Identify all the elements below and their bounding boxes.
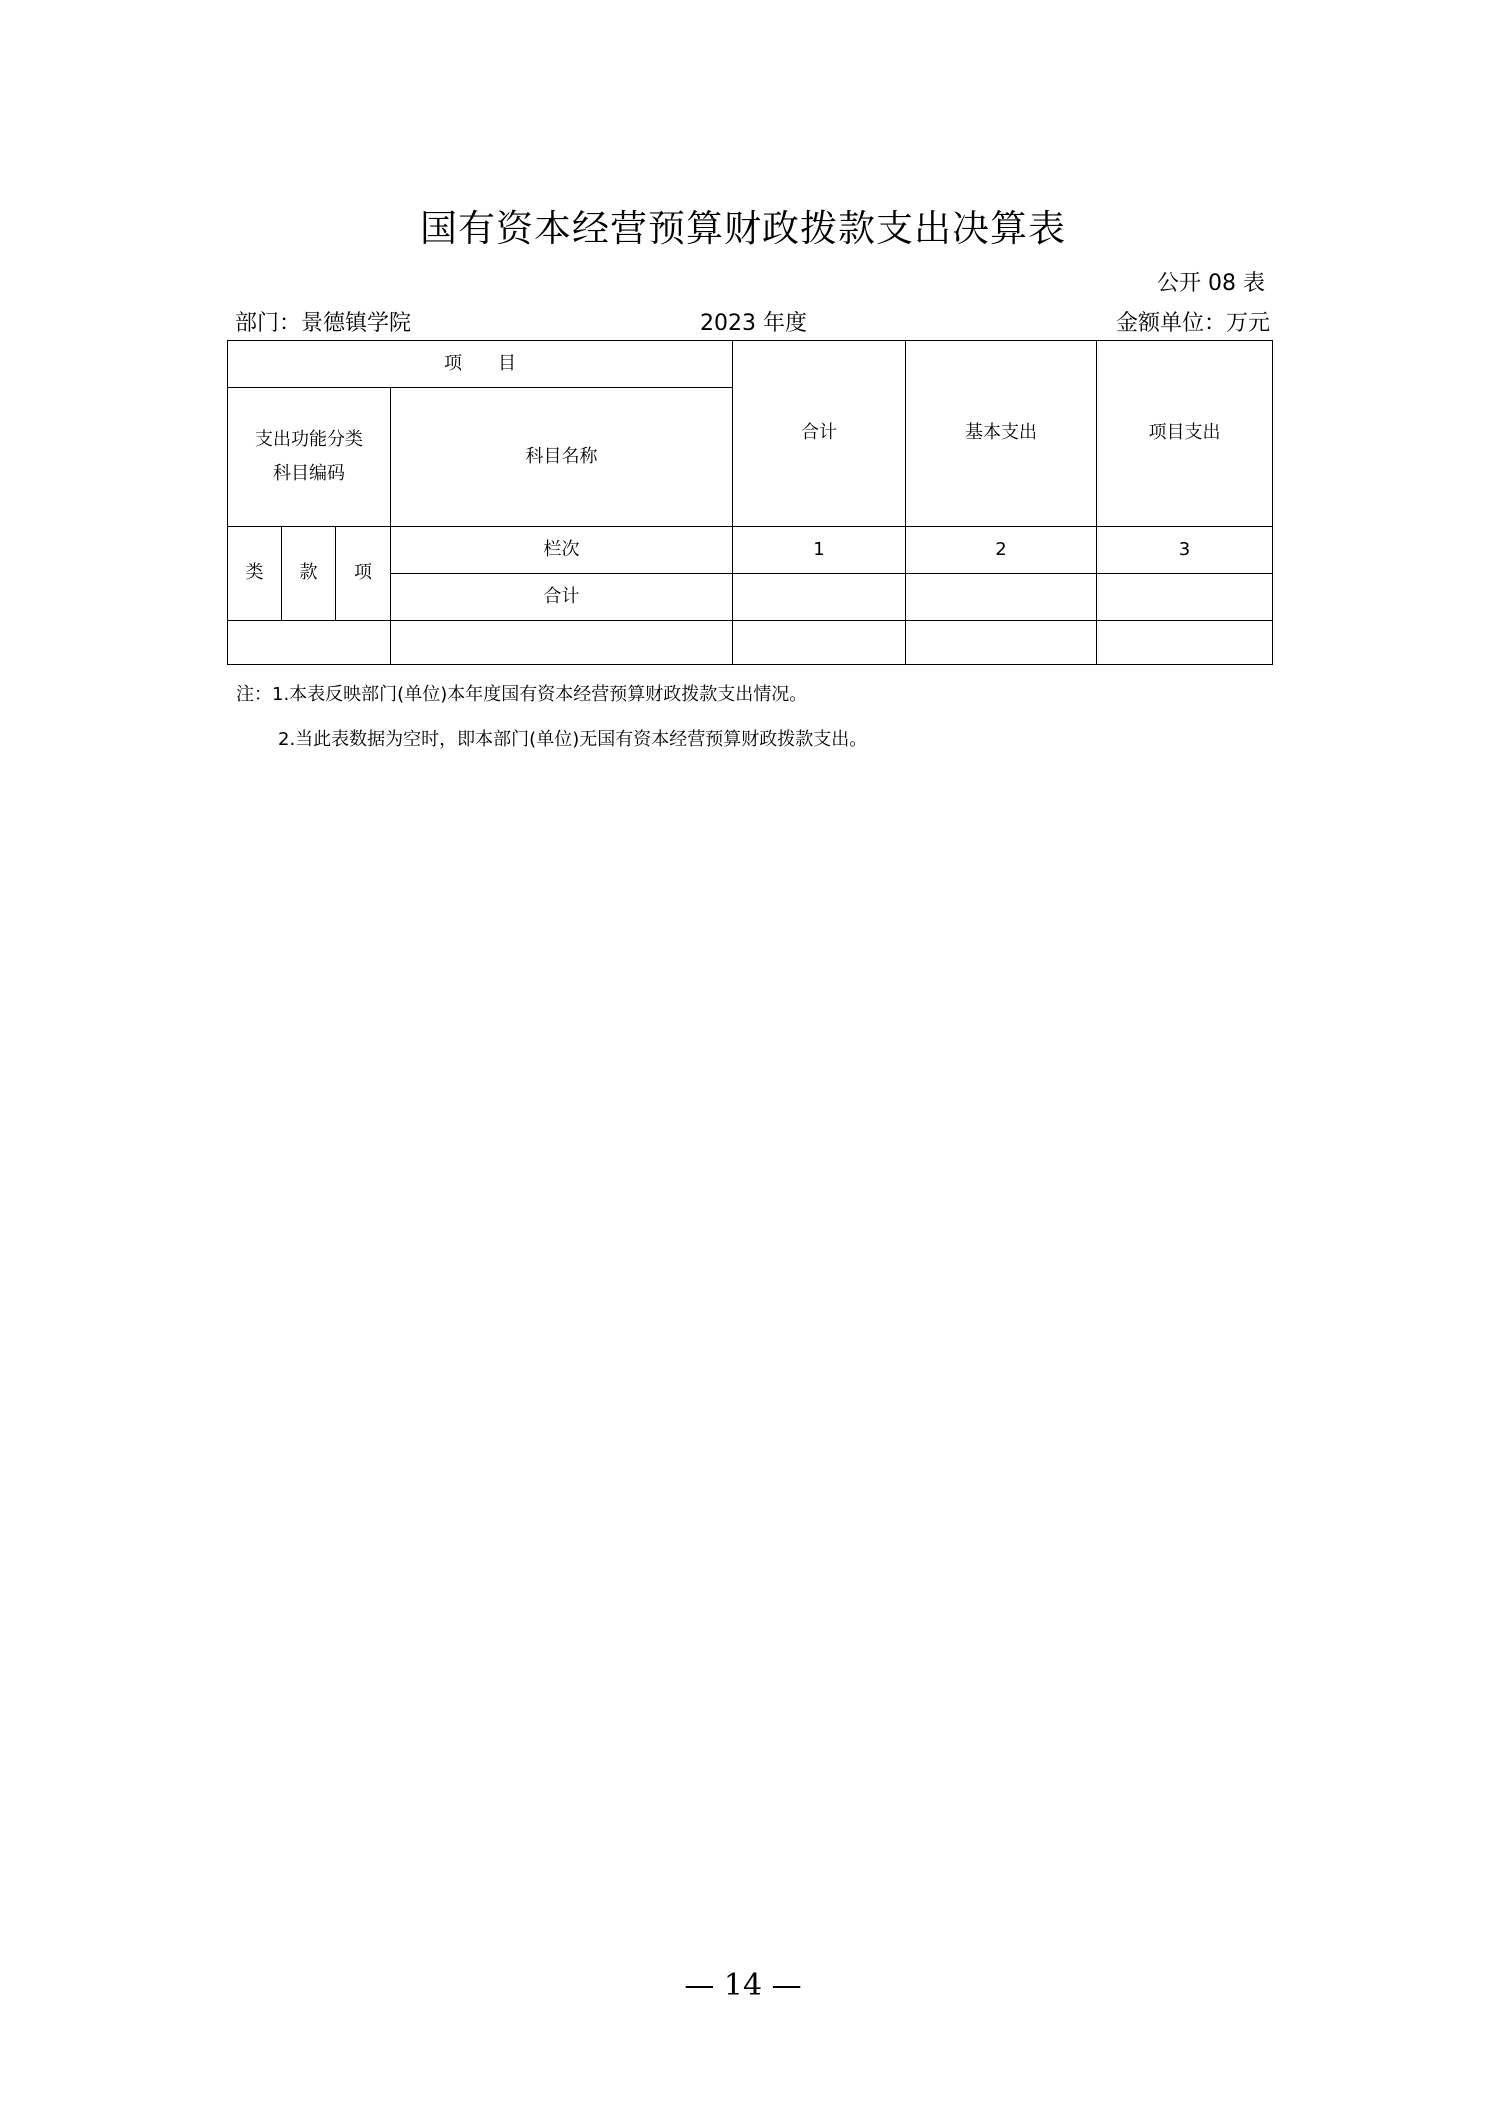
expenditure-table: [227, 340, 1273, 665]
classification-header-line2: 科目编码: [273, 462, 345, 484]
row-subject-name: [391, 620, 733, 664]
note-2: 2.当此表数据为空时，即本部门(单位)无国有资本经营预算财政拨款支出。: [278, 729, 868, 750]
department-label: 部门：景德镇学院: [235, 311, 412, 336]
row-total: [733, 620, 906, 664]
basic-expenditure-header: 基本支出: [906, 341, 1097, 527]
column-order-label: 栏次: [391, 526, 733, 573]
subject-name-header: 科目名称: [391, 388, 733, 526]
page-title: 国有资本经营预算财政拨款支出决算表: [420, 207, 1066, 250]
item-label: 项: [336, 526, 391, 620]
total-basic-value: [906, 573, 1097, 620]
section-label: 款: [282, 526, 336, 620]
column-order-row: [228, 526, 1273, 573]
column-number-2: 2: [906, 526, 1097, 573]
table-row: [228, 620, 1273, 664]
class-label: 类: [228, 526, 282, 620]
header-row-1: [228, 341, 1273, 388]
fiscal-year: 2023 年度: [700, 311, 807, 336]
note-1: 注：1.本表反映部门(单位)本年度国有资本经营预算财政拨款支出情况。: [236, 684, 808, 705]
column-number-1: 1: [733, 526, 906, 573]
project-expenditure-header: 项目支出: [1097, 341, 1273, 527]
page-number: — 14 —: [684, 1968, 802, 2003]
item-header: 项 目: [228, 341, 733, 388]
classification-code-header: [228, 388, 391, 526]
meta-row: [235, 306, 1270, 336]
row-project: [1097, 620, 1273, 664]
amount-unit: 金额单位：万元: [1115, 311, 1270, 336]
total-project-value: [1097, 573, 1273, 620]
form-number: 公开 08 表: [1157, 271, 1265, 296]
row-code: [228, 620, 391, 664]
total-row-label: 合计: [391, 573, 733, 620]
total-value: [733, 573, 906, 620]
total-header: 合计: [733, 341, 906, 527]
row-basic: [906, 620, 1097, 664]
classification-header-line1: 支出功能分类: [255, 428, 363, 450]
column-number-3: 3: [1097, 526, 1273, 573]
